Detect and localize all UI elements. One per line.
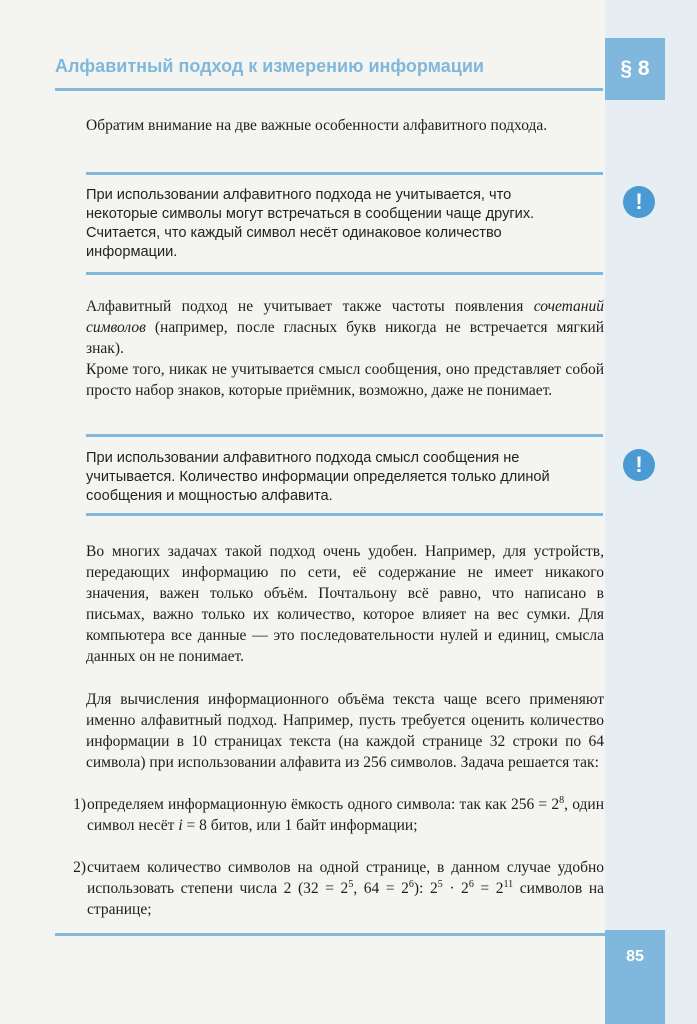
step-text: ): 2: [413, 880, 438, 897]
paragraph-combinations: [86, 296, 604, 359]
paragraph-combinations-end: (например, после гласных букв никогда не встречается мягкий знак).: [86, 319, 604, 357]
step-text: , один символ несёт: [87, 796, 605, 834]
list-item-text: [87, 794, 604, 836]
superscript: 5: [437, 878, 443, 890]
note-bottom-rule: [86, 272, 603, 275]
note-bottom-rule: [86, 513, 603, 516]
step-text: · 2: [442, 880, 469, 897]
step-text: считаем количество символов на одной странице, в данном случае удобно использовать степени числа 2 (32 = 2: [87, 859, 604, 897]
note-top-rule: [86, 434, 603, 437]
step-text: = 8 битов, или 1 байт информации;: [182, 817, 418, 834]
list-item-text: [87, 857, 604, 920]
exclamation-icon: !: [623, 449, 655, 481]
section-tab: § 8: [605, 38, 665, 100]
paragraph-convenience: Во многих задачах такой подход очень удобен. Например, для устройств, передающих информацию по сети, её содержание не имеет никакого значения, важен только объём. Почтальону всё равно, что написано в письмах, важно только их количество, которое влияет на вес сумки. Для компьютера все данные — это последовательности нулей и единиц, смысла данных он не понимает.: [86, 543, 604, 665]
superscript: 11: [503, 878, 514, 890]
superscript: 5: [348, 878, 354, 890]
page-number: 85: [605, 930, 665, 1024]
side-margin-strip: [605, 0, 697, 1024]
step-text: , 64 = 2: [353, 880, 409, 897]
paragraph-meaning: Кроме того, никак не учитывается смысл сообщения, оно представляет собой просто набор знаков, которые приёмник, возможно, даже не понимает.: [86, 361, 604, 399]
superscript: 6: [468, 878, 474, 890]
superscript: 6: [408, 878, 414, 890]
paragraph-calculation: Для вычисления информационного объёма текста чаще всего применяют именно алфавитный подход. Например, пусть требуется оценить количество информации в 10 страницах текста (на каждой странице 32 строки по 64 символа) при использовании алфавита из 256 символов. Задача решается так:: [86, 691, 604, 771]
list-number: 1): [73, 796, 86, 813]
note-alphabet-frequency: При использовании алфавитного подхода не учитывается, что некоторые символы могут встречаться в сообщении чаще других. Считается, что каждый символ несёт одинаковое количество информации.: [86, 187, 535, 260]
exclamation-icon: !: [623, 186, 655, 218]
variable: i: [178, 817, 183, 834]
note-top-rule: [86, 172, 603, 175]
step-text: определяем информационную ёмкость одного символа: так как 256 = 2: [87, 796, 560, 813]
step-text: = 2: [473, 880, 504, 897]
superscript: 8: [559, 794, 565, 806]
paragraph-intro: Обратим внимание на две важные особенности алфавитного подхода.: [86, 117, 548, 134]
chapter-header-title: Алфавитный подход к измерению информации: [55, 56, 484, 76]
footer-rule: [55, 933, 605, 936]
italic-term: сочетаний символов: [86, 298, 604, 336]
header-rule: [55, 88, 603, 91]
step-text: символов на странице;: [87, 880, 604, 918]
note-meaning-ignored: При использовании алфавитного подхода смысл сообщения не учитывается. Количество информации определяется только длиной сообщения и мощностью алфавита.: [86, 450, 550, 504]
paragraph-combinations-start: Алфавитный подход не учитывает также частоты появления: [86, 298, 534, 315]
list-number: 2): [73, 859, 86, 876]
